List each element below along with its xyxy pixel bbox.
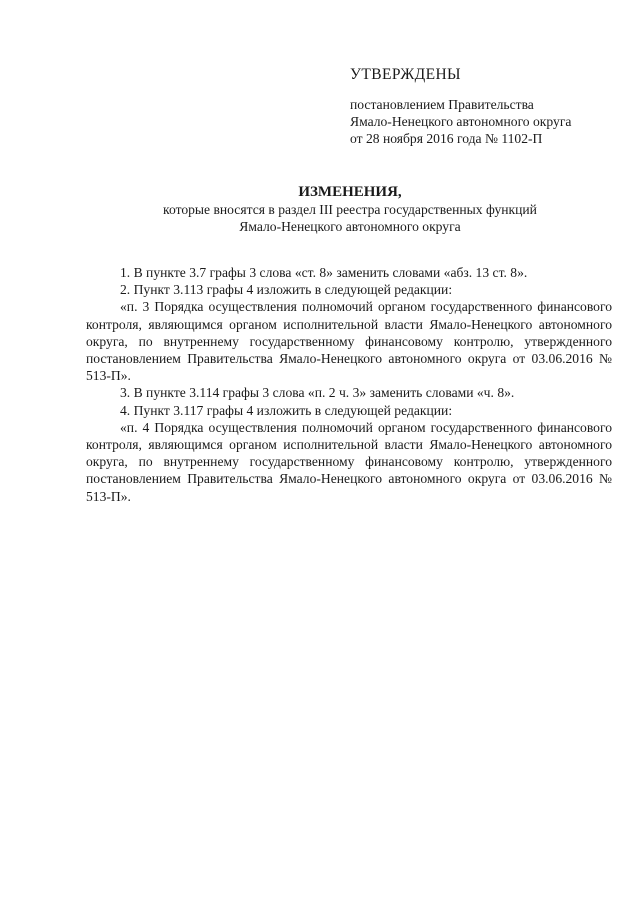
- approval-title: УТВЕРЖДЕНЫ: [350, 66, 461, 83]
- approval-block: [350, 66, 620, 147]
- paragraph-item-4: 4. Пункт 3.117 графы 4 изложить в следующей редакции:: [120, 402, 453, 418]
- paragraph-quote-1: «п. 3 Порядка осуществления полномочий органом государственного финансового контроля, являющимся органом исполнительной власти Ямало-Ненецкого автономного округа, по внутреннему государственному финансовому контролю, утвержденного постановлением Правительства Ямало-Ненецкого автономного округа от 03.06.2016 № 513-П».: [86, 299, 612, 384]
- approval-line-3: от 28 ноября 2016 года № 1102-П: [350, 131, 543, 146]
- heading-subtitle-1: которые вносятся в раздел III реестра государственных функций: [163, 202, 537, 217]
- document-body: [86, 264, 612, 505]
- document-heading: [80, 183, 620, 235]
- paragraph-quote-2: «п. 4 Порядка осуществления полномочий органом государственного финансового контроля, являющимся органом исполнительной власти Ямало-Ненецкого автономного округа, по внутреннему государственному финансовому контролю, утвержденного постановлением Правительства Ямало-Ненецкого автономного округа от 03.06.2016 № 513-П».: [86, 419, 612, 504]
- paragraph-item-2: 2. Пункт 3.113 графы 4 изложить в следующей редакции:: [120, 282, 453, 298]
- approval-line-2: Ямало-Ненецкого автономного округа: [350, 114, 572, 129]
- paragraph-item-3: 3. В пункте 3.114 графы 3 слова «п. 2 ч. 3» заменить словами «ч. 8».: [120, 385, 515, 401]
- heading-title: ИЗМЕНЕНИЯ,: [298, 184, 402, 200]
- approval-line-1: постановлением Правительства: [350, 97, 534, 112]
- paragraph-item-1: 1. В пункте 3.7 графы 3 слова «ст. 8» заменить словами «абз. 13 ст. 8».: [120, 265, 528, 280]
- heading-subtitle-2: Ямало-Ненецкого автономного округа: [239, 219, 461, 234]
